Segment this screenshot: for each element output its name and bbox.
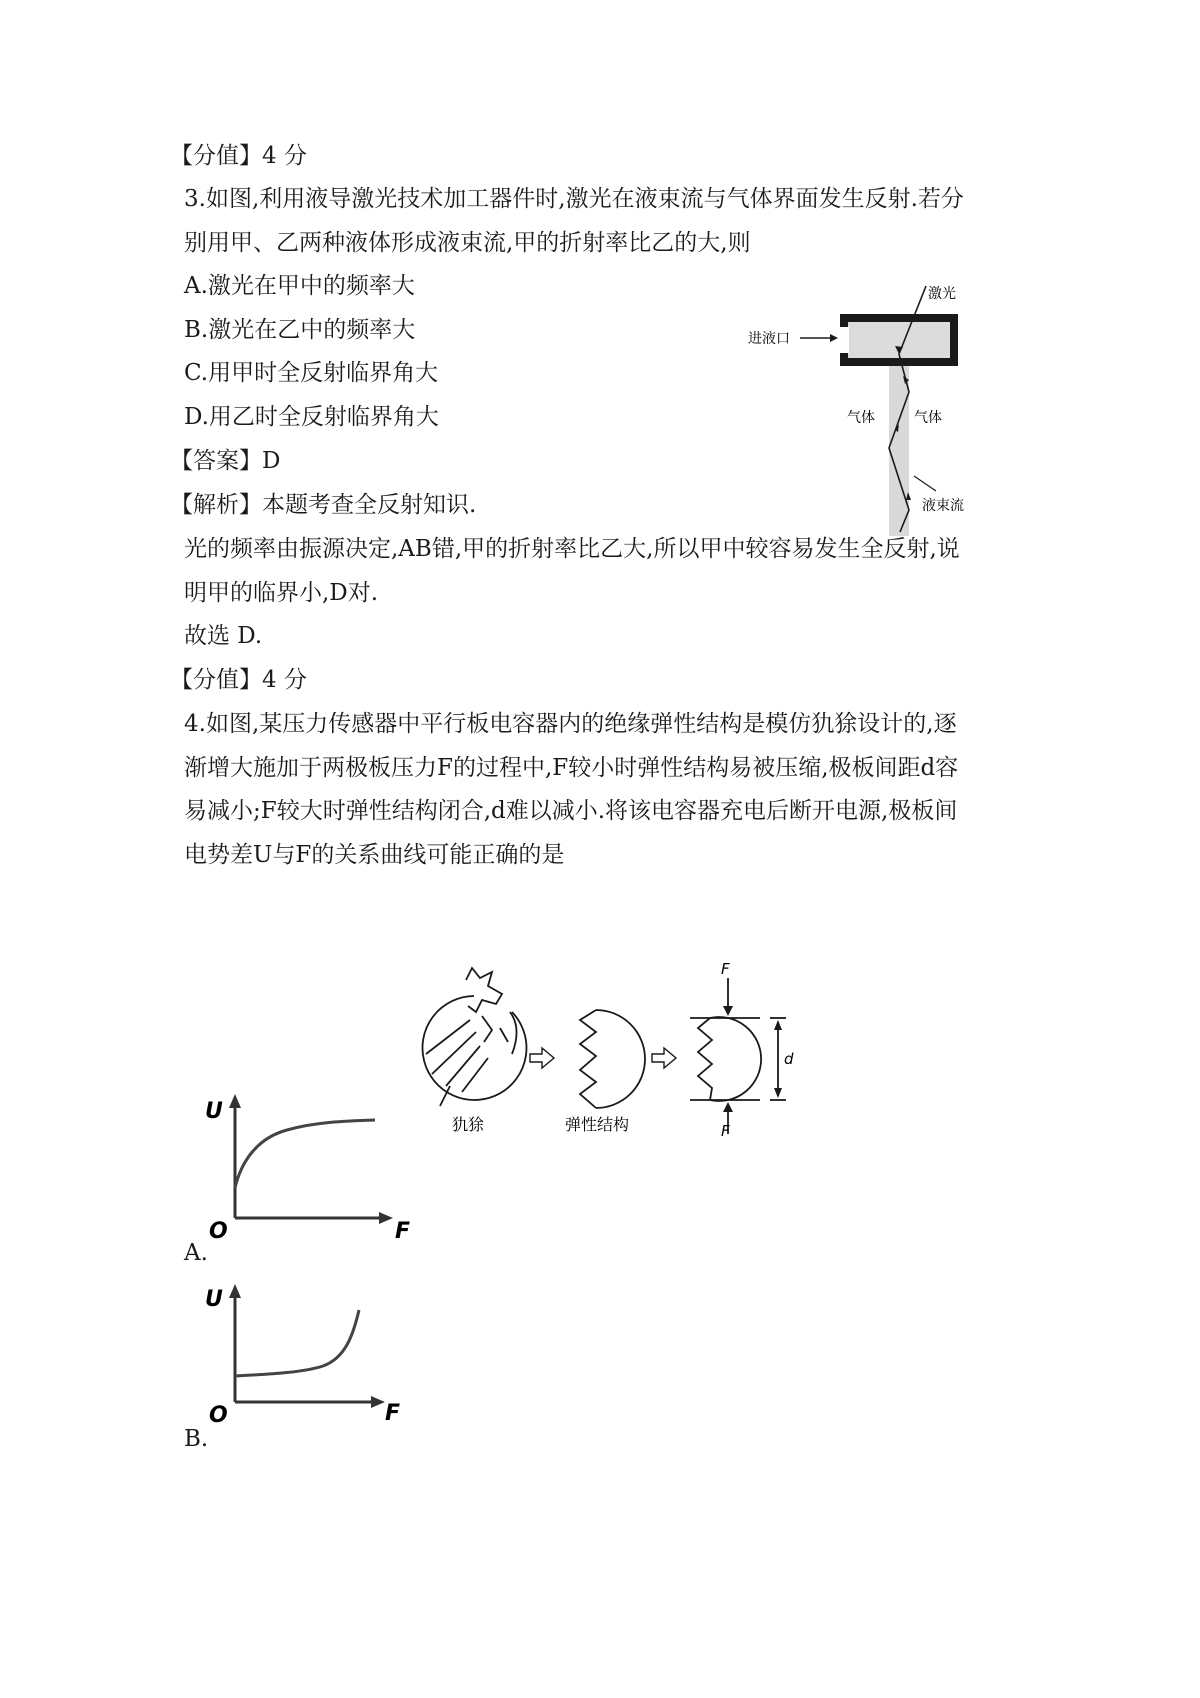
q3-answer: 【答案】D — [170, 448, 281, 474]
q3-option-a: A.激光在甲中的频率大 — [184, 273, 415, 299]
distance-label: d — [784, 1050, 794, 1068]
q4-stem-line-1: 4.如图,某压力传感器中平行板电容器内的绝缘弹性结构是模仿犰狳设计的,逐 — [184, 711, 957, 737]
q4-stem-line-2: 渐增大施加于两极板压力F的过程中,F较小时弹性结构易被压缩,极板间距d容 — [184, 755, 959, 781]
q3-explain-line-1: 光的频率由振源决定,AB错,甲的折射率比乙大,所以甲中较容易发生全反射,说 — [184, 536, 960, 562]
q4-stem-line-4: 电势差U与F的关系曲线可能正确的是 — [184, 842, 565, 868]
option-b-x-label: F — [385, 1401, 401, 1426]
capacitor-figure — [410, 958, 830, 1138]
armadillo-sketch — [422, 968, 526, 1106]
option-b-y-label: U — [205, 1287, 223, 1312]
laser-figure — [748, 280, 973, 536]
score-label-top: 【分值】4 分 — [170, 143, 307, 169]
q3-score: 【分值】4 分 — [170, 667, 307, 693]
liquid-stream — [889, 366, 909, 536]
option-a-label: A. — [184, 1240, 208, 1266]
gas-right-label: 气体 — [914, 410, 942, 426]
gas-left-label: 气体 — [847, 410, 875, 426]
stream-label: 液束流 — [922, 498, 964, 514]
q3-stem-line-2: 别用甲、乙两种液体形成液束流,甲的折射率比乙的大,则 — [184, 230, 751, 256]
q3-stem-line-1: 3.如图,利用液导激光技术加工器件时,激光在液束流与气体界面发生反射.若分 — [184, 186, 964, 212]
option-b-graph — [205, 1280, 415, 1430]
q3-analysis: 【解析】本题考查全反射知识. — [170, 492, 477, 518]
inlet-label: 进液口 — [748, 331, 790, 347]
inlet-opening — [840, 327, 849, 353]
q3-option-c: C.用甲时全反射临界角大 — [184, 360, 439, 386]
capacitor — [690, 978, 786, 1134]
armadillo-label: 犰狳 — [452, 1115, 485, 1134]
q3-option-d: D.用乙时全反射临界角大 — [184, 404, 439, 430]
q3-explain-line-2: 明甲的临界小,D对. — [184, 580, 379, 606]
option-b-origin: O — [209, 1403, 228, 1428]
option-b-label: B. — [184, 1426, 209, 1452]
q4-stem-line-3: 易减小;F较大时弹性结构闭合,d难以减小.将该电容器充电后断开电源,极板间 — [184, 798, 958, 824]
option-a-curve — [235, 1120, 375, 1188]
q3-option-b: B.激光在乙中的频率大 — [184, 317, 416, 343]
force-top-label: F — [721, 960, 730, 978]
option-a-origin: O — [209, 1219, 228, 1240]
force-bottom-label: F — [721, 1122, 730, 1138]
option-a-graph — [205, 1090, 415, 1240]
elastic-structure — [580, 1010, 645, 1108]
q3-conclusion: 故选 D. — [184, 623, 263, 649]
option-a-x-label: F — [395, 1219, 411, 1240]
structure-label: 弹性结构 — [565, 1115, 630, 1134]
option-b-curve — [235, 1310, 359, 1376]
laser-label: 激光 — [928, 286, 956, 302]
option-a-y-label: U — [205, 1099, 223, 1124]
